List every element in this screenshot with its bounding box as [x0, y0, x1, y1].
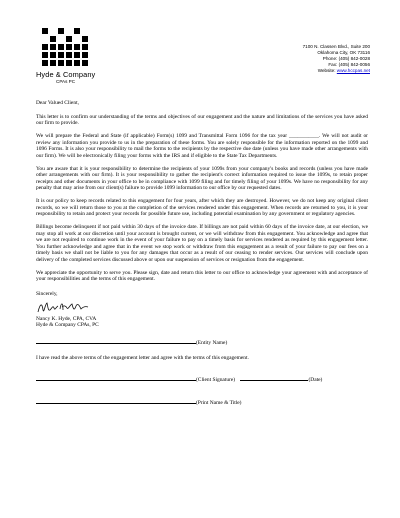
client-signature-line[interactable] [36, 375, 196, 381]
entity-name-row [36, 338, 368, 347]
paragraph-forms: We will prepare the Federal and State (if applicable) Form(s) 1099 and Transmittal Form 1096 for the tax year ___________. We will not audit or review any information you provide to us in the preparation of these forms. You are solely responsible for the information reported on the 1099 and 1096 Forms. It is also your responsibility to mail the forms to the recipients by the respective due date (unless you have made other arrangements with our firm). We will be electronically filing your forms with the IRS and if eligible to the State Tax Departments. [36, 133, 368, 159]
paragraph-appreciation: We appreciate the opportunity to serve you. Please sign, date and return this letter to our office to acknowledge your agreement with and acceptance of your responsibilities and the terms of this engagement. [36, 269, 368, 283]
firm-sub: CPAs PC [56, 79, 76, 84]
paragraph-records: It is our policy to keep records related to this engagement for four years, after which they are destroyed. However, we do not keep any original client records, so we will return those to you at the completion of the services rendered under this engagement. When records are returned to you, it is your responsibility to retain and protect your records for possible future use, including potential examination by any government or regulatory agencies. [36, 198, 368, 218]
date-label: (Date) [308, 377, 323, 384]
website-line [240, 68, 370, 74]
paragraph-billing: Billings become delinquent if not paid within 30 days of the invoice date. If billings are not paid within 60 days of the invoice date, at our election, we may stop all work at our discretion until your account is brought current, or we will withdraw from this engagement. You acknowledge and agree that we are not required to continue work in the event of your failure to pay on a timely basis for services rendered as required by this engagement letter. You further acknowledge and agree that in the event we stop work or withdraw from this engagement as a result of your failure to pay our fees on a timely basis we shall not be liable to you for any damages that occur as a result of our ceasing to render services. Our services will conclude upon delivery of the completed services discussed above or upon our suspension of services or resignation from the engagement. [36, 224, 368, 263]
firm-name: Hyde & Company [36, 70, 96, 79]
print-name-label: (Print Name & Title) [196, 399, 242, 406]
print-name-line[interactable] [36, 398, 196, 404]
signer-firm: Hyde & Company CPAs, PC [36, 321, 99, 328]
address-line: Fax: (405) 842-0056 [328, 62, 370, 68]
paragraph-intro: This letter is to confirm our understanding of the terms and objectives of our engagement and the nature and limitations of the services you have asked our firm to provide. [36, 113, 368, 127]
closing: Sincerely, [36, 290, 58, 297]
address-line: Phone: (405) 842-0028 [322, 56, 370, 62]
entity-name-line[interactable] [36, 338, 196, 344]
date-line[interactable] [240, 375, 308, 381]
logo-grid-icon [42, 28, 96, 66]
website-label: Website: [317, 68, 337, 74]
address-line: 7100 N. Classen Blvd., Suite 200 [302, 44, 370, 49]
website-link[interactable]: www.hccpas.net [336, 68, 370, 74]
print-name-row [36, 398, 368, 407]
firm-address [240, 44, 370, 74]
entity-name-label: (Entity Name) [196, 340, 228, 347]
address-line: Oklahoma City, OK 73116 [317, 50, 370, 56]
signer-name: Nancy K. Hyde, CPA, CVA [36, 315, 97, 322]
paragraph-recipients: You are aware that it is your responsibility to determine the recipients of your 1099s from your company's books and records (unless you have made other arrangements with our firm). It is your responsibility to gather the recipient's correct information required to issue the 1099s, to retain proper receipts and other documents in your office to be in compliance with 1099 filing and for timely filing of your 1099s. We have no responsibility for any penalty that may arise from our client(s) failure to provide 1099 information to our office by our requested dates. [36, 165, 368, 192]
client-signature-row [36, 375, 368, 384]
acknowledgement: I have read the above terms of the engagement letter and agree with the terms of this engagement. [36, 354, 249, 361]
salutation: Dear Valued Client, [36, 100, 79, 106]
firm-logo [36, 28, 96, 84]
handwritten-signature [36, 298, 368, 316]
letter-body [36, 100, 368, 406]
client-signature-label: (Client Signature) [196, 377, 236, 384]
